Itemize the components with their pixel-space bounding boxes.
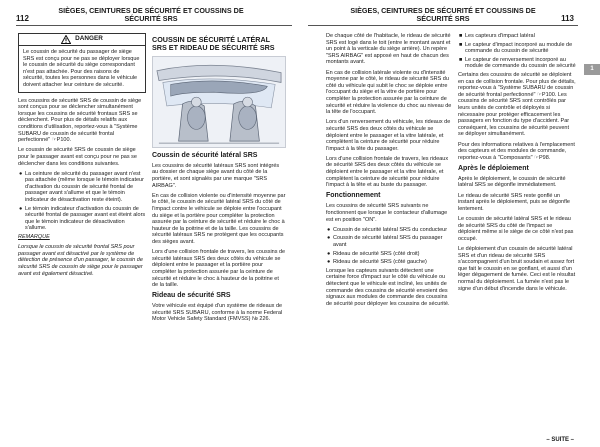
list-item: ■ Le capteur de renversement incorporé au module de commande du coussin de sécurité xyxy=(459,56,576,70)
paragraph: Lors d'un renversement du véhicule, les rideaux de sécurité SRS des deux côtés du véhicule se déploient entre le passager et la vitre latérale, et complètent la ceinture de sécurité pour réduire l'impact à la tête du passager. xyxy=(326,119,451,152)
right-page xyxy=(300,0,600,447)
paragraph: Pour des informations relatives à l'emplacement des capteurs et des modules de commande, reportez-vous à "Composants" ☞P98. xyxy=(458,141,575,161)
danger-text: Le coussin de sécurité du passager de siège SRS est conçu pour ne pas se déployer lorsque le coussin de sécurité du siège correspondant n'est pas attachée. Pour des raisons de sécurité, toutes les personnes dans le véhicule doivent attacher leur ceinture de sécurité. xyxy=(23,49,140,88)
chapter-tab: 1 xyxy=(584,64,600,75)
paragraph: En cas de collision latérale violente ou d'intensité moyenne par le côté, le rideau de sécurité SRS du côté du véhicule qui subit le choc se déploie entre l'occupant du siège et la vitre de portière pour compléter la protection assurée par la ceinture de sécurité et réduire la violence du choc au niveau de la tête de l'occupant. xyxy=(326,69,452,116)
car-interior-airbag-icon xyxy=(153,57,285,147)
header-rule xyxy=(308,25,578,26)
paragraph: Votre véhicule est équipé d'un système de rideaux de sécurité SRS SUBARU, conforme à la norme Federal Motor Vehicle Safety Standard (FMVSS) № 226. xyxy=(152,303,283,323)
right-page-number: 113 xyxy=(561,14,574,23)
list-item: ● Coussin de sécurité latéral SRS du conducteur xyxy=(327,226,448,233)
paragraph: Les coussins de sécurité SRS de coussin de siège sont conçus pour se déclencher simultanément lorsque les coussins de sécurité frontaux SRS se déclenchent. Pour plus de détails relatifs aux conditions d'utilisation, reportez-vous à "Système SUBARU de coussin de sécurité frontal perfectionné" ☞P100. xyxy=(18,97,142,144)
section-heading: COUSSIN DE SÉCURITÉ LATÉRAL SRS ET RIDEAU DE SÉCURITÉ SRS xyxy=(152,35,275,53)
header-rule xyxy=(16,25,292,26)
bullet-list xyxy=(18,171,146,232)
header-title-line2: SÉCURITÉ SRS xyxy=(124,14,178,23)
paragraph: Le rideau de sécurité SRS reste gonflé un instant après le déploiement, puis se dégonfle lentement. xyxy=(458,192,570,212)
subheading: Rideau de sécurité SRS xyxy=(152,292,231,300)
continue-footer: – SUITE – xyxy=(546,437,574,443)
paragraph: Après le déploiement, le coussin de sécurité latéral SRS se dégonfle immédiatement. xyxy=(458,175,566,189)
remarque-text: Lorsque le coussin de sécurité frontal SRS pour passager avant est désactivé par le système de détection de présence d'un passager, le coussin de sécurité SRS de coussin de siège pour le passager avant est également désactivé. xyxy=(18,244,143,277)
subheading: Fonctionnement xyxy=(326,192,381,200)
left-column-1 xyxy=(18,33,146,281)
paragraph: Le coussin de sécurité SRS de coussin de siège pour le passager avant est conçu pour ne pas se déclencher dans les conditions suivantes. xyxy=(18,147,137,167)
paragraph: En cas de collision violente ou d'intensité moyenne par le côté, le coussin de sécurité latéral SRS du côté de l'impact contre le véhicule se déploie entre l'occupant du siège et la portière pour compléter la protection assurée par la ceinture de sécurité et réduire le choc à hauteur de la poitrine et de la taille. Les coussins de sécurité latéraux SRS ne protègent que les occupants des sièges avant. xyxy=(152,192,286,245)
header-title-line1: SIÈGES, CEINTURES DE SÉCURITÉ ET COUSSINS DE xyxy=(350,6,536,15)
bullet-list xyxy=(458,33,576,70)
paragraph: De chaque côté de l'habitacle, le rideau de sécurité SRS est logé dans le toit (entre le montant avant et un point à la verticale du siège arrière). Un repère "SRS AIRBAG" est apposé en haut de chacun des montants avant. xyxy=(326,33,451,66)
paragraph: Lorsque les capteurs suivants détectent une certaine force d'impact sur le côté du véhicule ou détectent que le véhicule est incliné, les unités de commande des coussins de sécurité envoient des signaux aux modules de commande des coussins de sécurité pour déployer les coussins de sécurité. xyxy=(326,267,450,307)
left-column-2 xyxy=(152,33,286,327)
list-item: ● Coussin de sécurité latéral SRS du passager avant xyxy=(327,235,443,248)
list-item: ● Rideau de sécurité SRS (côté gauche) xyxy=(327,259,427,266)
list-item: ● La ceinture de sécurité du passager avant n'est pas attachée (même lorsque le témoin indicateur d'activation du coussin de sécurité frontal de passager avant s'allume et que le témoin indicateur de désactivation reste éteint). xyxy=(19,170,144,204)
right-column-2 xyxy=(458,33,576,296)
paragraph: Certains des coussins de sécurité se déploient en cas de collision frontale. Pour plus de détails, reportez-vous à "Système SUBARU de coussin de sécurité frontal perfectionné" ☞P100. Les coussins de sécurité SRS sont contrôlés par leurs unités de contrôle et déployés si nécessaire pour protéger efficacement les passagers en fonction du type d'accident. Par conséquent, les coussins de sécurité peuvent se déployer simultanément. xyxy=(458,71,576,138)
list-item: ● Rideau de sécurité SRS (côté droit) xyxy=(327,250,420,257)
danger-label: DANGER xyxy=(75,35,103,43)
paragraph: Les coussins de sécurité latéraux SRS sont intégrés au dossier de chaque siège avant du côté de la portière, et sont signalés par une marque "SRS AIRBAG". xyxy=(152,162,280,189)
bullet-list xyxy=(326,227,454,266)
danger-header xyxy=(19,34,145,46)
header-title-line1: SIÈGES, CEINTURES DE SÉCURITÉ ET COUSSINS DE xyxy=(58,6,244,15)
header-title-line2: SÉCURITÉ SRS xyxy=(416,14,470,23)
airbag-illustration xyxy=(152,56,286,148)
warning-triangle-icon xyxy=(61,35,71,44)
list-item: ■ Les capteurs d'impact latéral xyxy=(459,33,535,39)
list-item: ● Le témoin indicateur d'activation du coussin de sécurité frontal de passager avant est éteint alors que le témoin indicateur de désactivation s'allume. xyxy=(19,205,146,232)
left-page-header xyxy=(16,7,286,23)
paragraph: Les coussins de sécurité SRS suivants ne fonctionnent que lorsque le contacteur d'allumage est en position "ON". xyxy=(326,203,448,223)
paragraph: Le coussin de sécurité latéral SRS et le rideau de sécurité SRS du côté de l'impact se déploient même si le siège de ce côté n'est pas occupé. xyxy=(458,216,574,242)
remarque-title: REMARQUE xyxy=(18,234,50,241)
paragraph: Lors d'une collision frontale de travers, les rideaux de sécurité SRS des deux côtés du véhicule se déploient entre le passager et la vitre latérale, et complètent la ceinture de sécurité pour réduire l'impact à la tête et au buste du passager. xyxy=(326,155,449,189)
left-page-number: 112 xyxy=(16,14,29,23)
subheading: Coussin de sécurité latéral SRS xyxy=(152,151,258,159)
list-item: ■ Le capteur d'impact incorporé au module de commande du coussin de sécurité xyxy=(459,41,573,55)
right-column-1 xyxy=(326,33,454,311)
paragraph: Le déploiement d'un coussin de sécurité latéral SRS et d'un rideau de sécurité SRS s'accompagnent d'un bruit soudain et assez fort que fait le coussin en se gonflant, et aussi d'un léger dégagement de fumée. Ceci est le résultat normal du déploiement. La fumée n'est pas le signe d'un début d'incendie dans le véhicule. xyxy=(458,246,576,292)
right-page-header xyxy=(312,7,574,23)
paragraph: Lors d'une collision frontale de travers, les coussins de sécurité latéraux SRS des deux côtés du véhicule se déploient entre le passager et la portière pour compléter la protection assurée par la ceinture de sécurité et réduire le choc à hauteur de la poitrine et de la taille. xyxy=(152,249,286,289)
danger-box xyxy=(18,33,146,93)
subheading: Après le déploiement xyxy=(458,164,529,172)
